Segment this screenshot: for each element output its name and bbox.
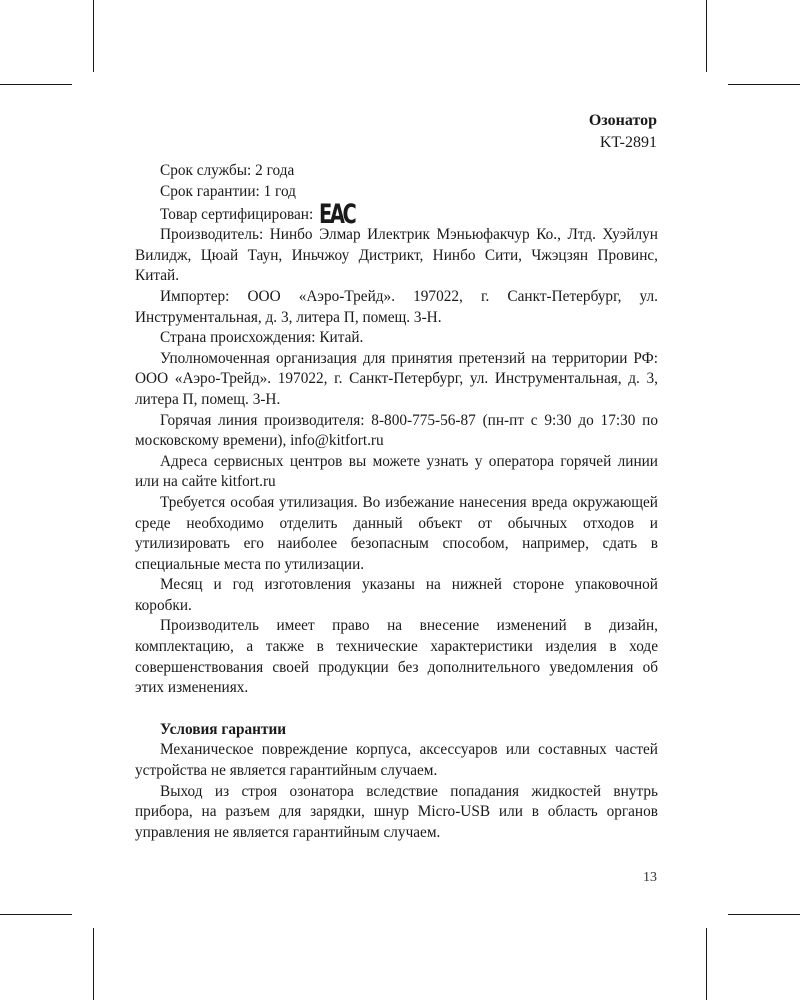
- importer-paragraph: Импортер: ООО «Аэро-Трейд». 197022, г. Санкт-Петербург, ул. Инструментальная, д. 3, литера П, помещ. 3-Н.: [135, 287, 658, 326]
- certified-label: Товар сертифицирован:: [160, 205, 314, 223]
- disposal-paragraph: Требуется особая утилизация. Во избежание нанесения вреда окружающей среде необходимо отделить данный объект от обычных отходов и утилизировать его наиболее безопасным способом, например, сдать в специальные места по утилизации.: [135, 493, 658, 573]
- manufacture-date-paragraph: Месяц и год изготовления указаны на нижней стороне упаковочной коробки.: [135, 576, 658, 614]
- origin-paragraph: Страна происхождения: Китай.: [160, 329, 364, 347]
- crop-mark-bottom-right: [706, 928, 707, 1000]
- warranty-section: [135, 720, 658, 844]
- changes-notice-paragraph: Производитель имеет право на внесение изменений в дизайн, комплектацию, а также в технические характеристики изделия в ходе совершенствования своей продукции без дополнительного уведомления об этих изменениях.: [135, 617, 658, 697]
- warranty-section-title: Условия гарантии: [160, 720, 287, 738]
- warranty-paragraph: Механическое повреждение корпуса, аксессуаров или составных частей устройства не является гарантийным случаем.: [135, 741, 658, 780]
- crop-mark-right-bottom: [728, 914, 800, 915]
- crop-mark-left-bottom: [0, 914, 72, 915]
- document-header: [589, 111, 657, 155]
- product-model: KT-2891: [599, 134, 657, 151]
- crop-mark-bottom-left: [93, 928, 94, 1000]
- crop-mark-top-right: [706, 0, 707, 72]
- manufacturer-paragraph: Производитель: Нинбо Элмар Илектрик Мэньюфакчур Ко., Лтд. Хуэйлун Вилидж, Цюай Таун, Иньчжоу Дистрикт, Нинбо Сити, Чжэцзян Провинс, Китай.: [135, 226, 658, 285]
- crop-mark-right-top: [728, 84, 800, 85]
- product-title: Озонатор: [588, 112, 657, 129]
- warranty-period: Срок гарантии: 1 год: [160, 182, 296, 200]
- crop-mark-left-top: [0, 84, 72, 85]
- eac-mark: EAC: [319, 199, 355, 231]
- service-centers-paragraph: Адреса сервисных центров вы можете узнать у оператора горячей линии или на сайте kitfort.ru: [135, 452, 658, 491]
- certification-row: [135, 199, 658, 231]
- document-body: [135, 161, 658, 843]
- claims-organization-paragraph: Уполномоченная организация для принятия претензий на территории РФ: ООО «Аэро-Трейд». 197022, г. Санкт-Петербург, ул. Инструментальная, д. 3, литера П, помещ. 3-Н.: [135, 349, 658, 408]
- service-life: Срок службы: 2 года: [160, 162, 295, 179]
- crop-mark-top-left: [93, 0, 94, 72]
- hotline-paragraph: Горячая линия производителя: 8-800-775-56-87 (пн-пт с 9:30 до 17:30 по московскому времени), info@kitfort.ru: [135, 411, 658, 450]
- page-number: 13: [643, 870, 657, 885]
- warranty-paragraph: Выход из строя озонатора вследствие попадания жидкостей внутрь прибора, на разъем для зарядки, шнур Micro-USB или в область органов управления не является гарантийным случаем.: [135, 782, 658, 841]
